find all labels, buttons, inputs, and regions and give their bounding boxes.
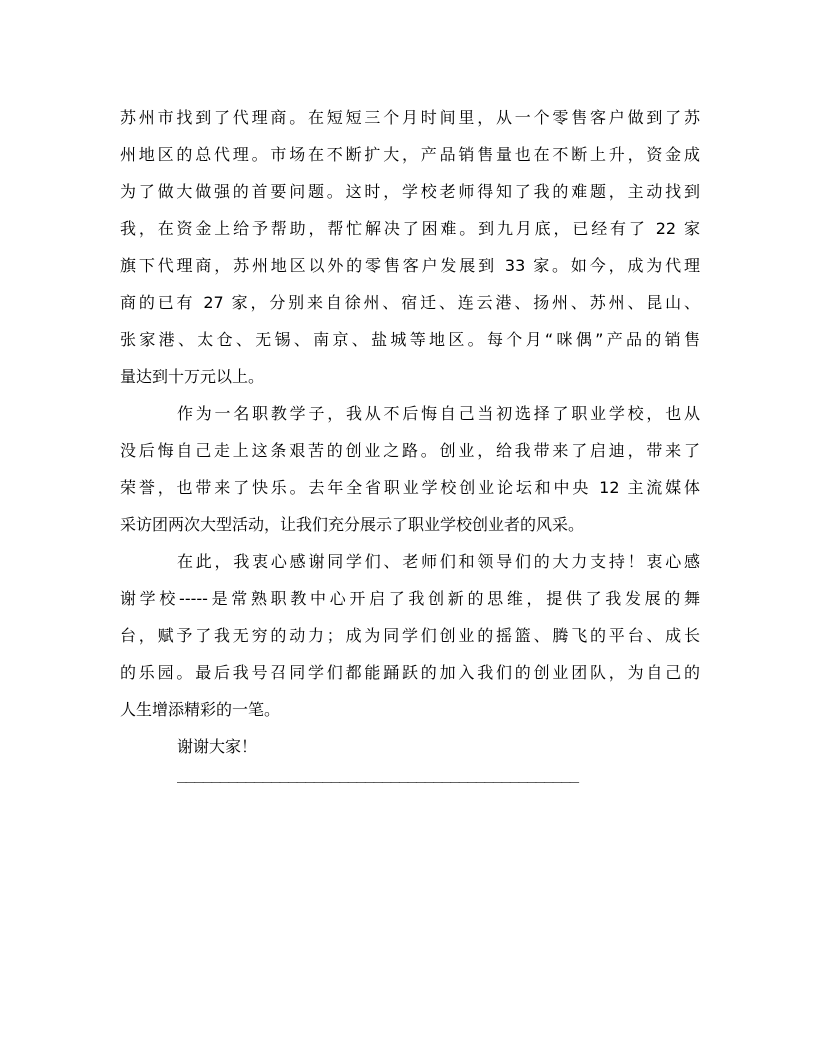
- paragraph-1-line-7: 张家港、太仓、无锡、南京、盐城等地区。每个月“咪偶”产品的销售: [120, 330, 700, 349]
- paragraph-1-line-6: 商的已有 27 家，分别来自徐州、宿迁、连云港、扬州、苏州、昆山、: [120, 293, 700, 312]
- paragraph-1-line-1: 苏州市找到了代理商。在短短三个月时间里，从一个零售客户做到了苏: [120, 108, 700, 127]
- paragraph-2-line-3: 荣誉，也带来了快乐。去年全省职业学校创业论坛和中央 12 主流媒体: [120, 478, 700, 497]
- paragraph-1-line-3: 为了做大做强的首要问题。这时，学校老师得知了我的难题，主动找到: [120, 182, 700, 201]
- paragraph-1-line-4: 我，在资金上给予帮助，帮忙解决了困难。到九月底，已经有了 22 家: [120, 219, 700, 238]
- paragraph-2-line-4: 采访团两次大型活动，让我们充分展示了职业学校创业者的风采。: [120, 515, 585, 534]
- paragraph-3-line-3: 台，赋予了我无穷的动力；成为同学们创业的摇篮、腾飞的平台、成长: [120, 626, 700, 645]
- paragraph-1-line-8: 量达到十万元以上。: [120, 367, 265, 386]
- paragraph-3-line-5: 人生增添精彩的一笔。: [120, 700, 281, 719]
- paragraph-1-line-5: 旗下代理商，苏州地区以外的零售客户发展到 33 家。如今，成为代理: [120, 256, 700, 275]
- paragraph-3-line-1: 在此，我衷心感谢同学们、老师们和领导们的大力支持！衷心感: [177, 552, 700, 571]
- closing-thanks: 谢谢大家！: [177, 737, 258, 756]
- paragraph-2-line-1: 作为一名职教学子，我从不后悔自己当初选择了职业学校，也从: [177, 404, 700, 423]
- paragraph-2-line-2: 没后悔自己走上这条艰苦的创业之路。创业，给我带来了启迪，带来了: [120, 441, 700, 460]
- separator-line: _______________________________________________: [177, 764, 579, 783]
- paragraph-3-line-2: 谢学校-----是常熟职教中心开启了我创新的思维，提供了我发展的舞: [120, 589, 700, 608]
- paragraph-1-line-2: 州地区的总代理。市场在不断扩大，产品销售量也在不断上升，资金成: [120, 145, 700, 164]
- paragraph-3-line-4: 的乐园。最后我号召同学们都能踊跃的加入我们的创业团队，为自己的: [120, 663, 700, 682]
